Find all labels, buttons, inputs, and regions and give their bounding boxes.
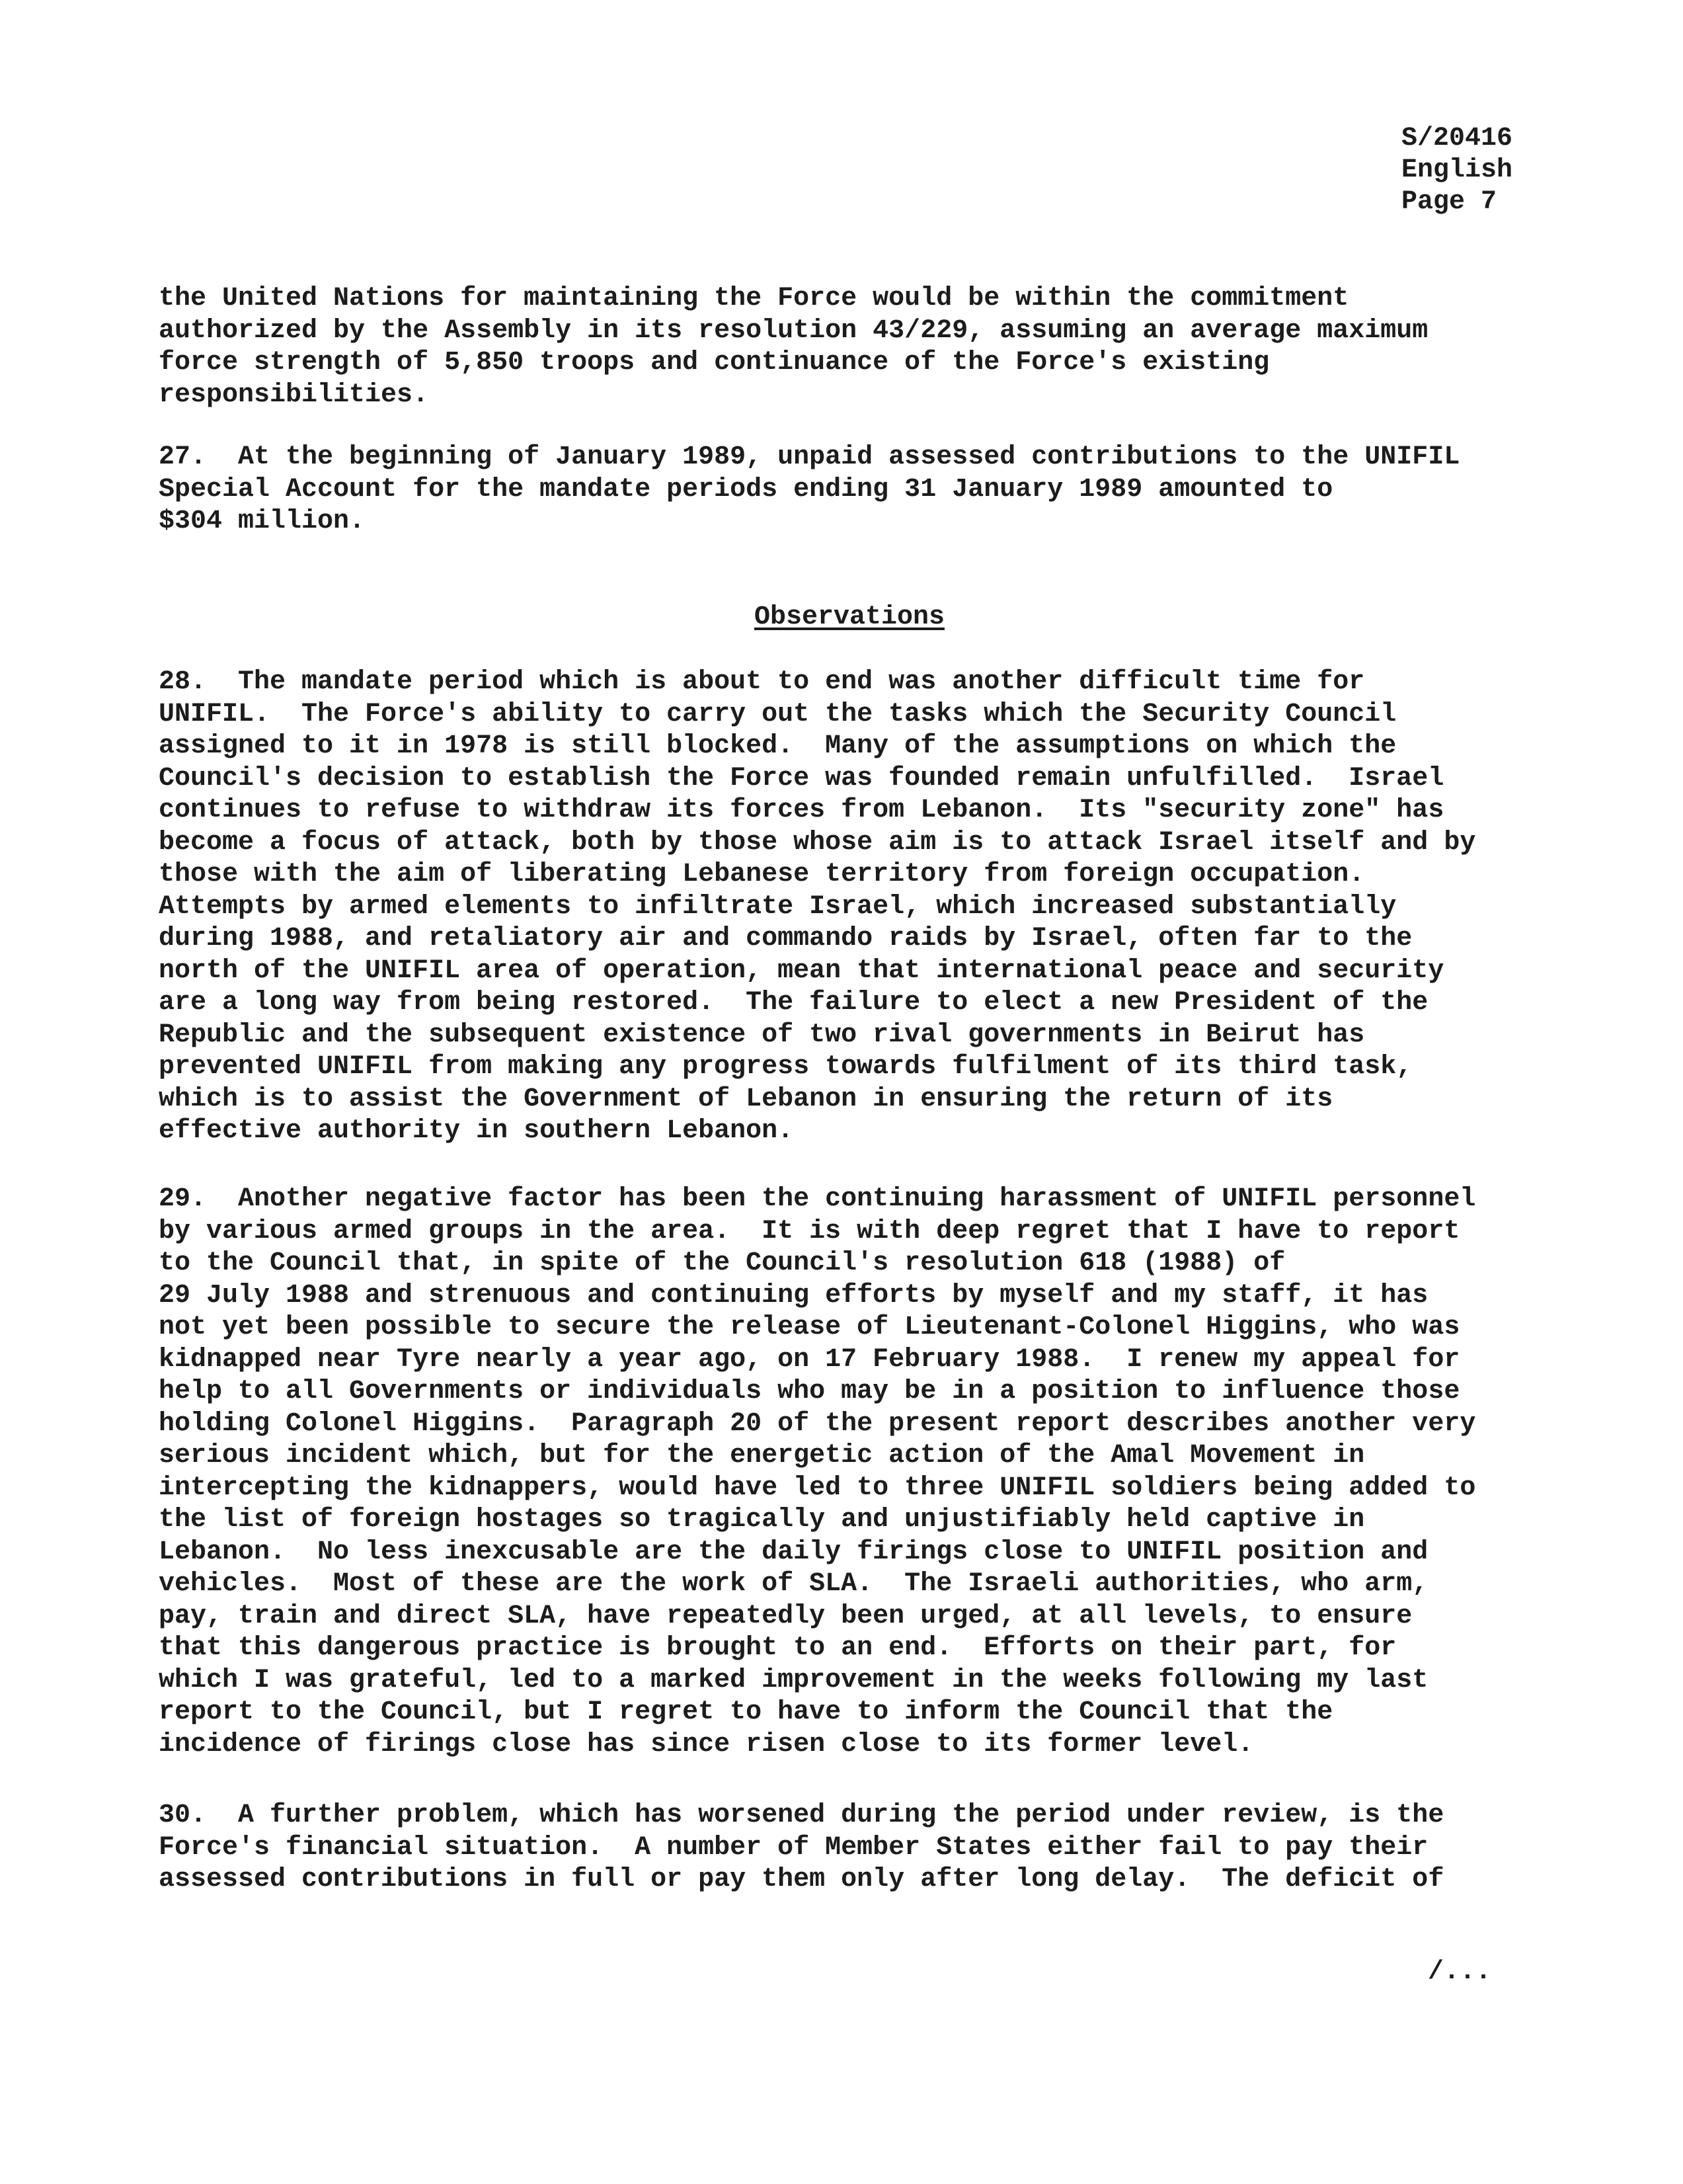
text-line: holding Colonel Higgins. Paragraph 20 of the present report describes another very (159, 1408, 1476, 1439)
document-header (1401, 123, 1512, 218)
text-line: during 1988, and retaliatory air and commando raids by Israel, often far to the (159, 924, 1413, 953)
text-line: authorized by the Assembly in its resolution 43/229, assuming an average maximum (159, 315, 1429, 346)
text-line: which I was grateful, led to a marked improvement in the weeks following my last (159, 1665, 1429, 1695)
text-line: 29. Another negative factor has been the continuing harassment of UNIFIL personnel (159, 1184, 1476, 1214)
text-line: Lebanon. No less inexcusable are the daily firings close to UNIFIL position and (159, 1537, 1429, 1567)
paragraph-30 (159, 1800, 1560, 1896)
text-line: Republic and the subsequent existence of two rival governments in Beirut has (159, 1020, 1365, 1050)
document-symbol: S/20416 (1401, 124, 1513, 153)
text-line: assigned to it in 1978 is still blocked. Many of the assumptions on which the (159, 731, 1397, 761)
text-line: the list of foreign hostages so tragically and unjustifiably held captive in (159, 1505, 1365, 1535)
paragraph-29 (159, 1184, 1560, 1761)
text-line: not yet been possible to secure the release of Lieutenant-Colonel Higgins, who was (159, 1313, 1460, 1342)
text-line: kidnapped near Tyre nearly a year ago, on 17 February 1988. I renew my appeal for (159, 1344, 1460, 1375)
text-line: which is to assist the Government of Lebanon in ensuring the return of its (159, 1084, 1333, 1114)
text-line: those with the aim of liberating Lebanese territory from foreign occupation. (159, 860, 1365, 889)
text-line: Special Account for the mandate periods ending 31 January 1989 amounted to (159, 474, 1333, 505)
paragraph-27 (159, 442, 1560, 538)
paragraph-28 (159, 667, 1560, 1148)
text-line: UNIFIL. The Force's ability to carry out the tasks which the Security Council (159, 699, 1397, 729)
text-line: prevented UNIFIL from making any progress towards fulfilment of its third task, (159, 1052, 1413, 1082)
text-line: to the Council that, in spite of the Council's resolution 618 (1988) of (159, 1248, 1286, 1278)
text-line: help to all Governments or individuals who may be in a position to influence those (159, 1377, 1460, 1406)
text-line: intercepting the kidnappers, would have led to three UNIFIL soldiers being added to (159, 1473, 1476, 1503)
text-line: incidence of firings close has since risen close to its former level. (159, 1729, 1254, 1759)
text-line: force strength of 5,850 troops and continuance of the Force's existing (159, 348, 1270, 378)
continuation-marker: /... (1428, 1957, 1492, 1987)
text-line: are a long way from being restored. The failure to elect a new President of the (159, 988, 1429, 1018)
page-number: Page 7 (1401, 187, 1497, 217)
document-language: English (1401, 155, 1513, 185)
section-heading-text: Observations (754, 602, 945, 632)
text-line: become a focus of attack, both by those whose aim is to attack Israel itself and by (159, 827, 1476, 858)
text-line: serious incident which, but for the energetic action of the Amal Movement in (159, 1441, 1365, 1471)
text-line: vehicles. Most of these are the work of SLA. The Israeli authorities, who arm, (159, 1569, 1429, 1599)
text-line: by various armed groups in the area. It is with deep regret that I have to report (159, 1216, 1460, 1246)
text-line: that this dangerous practice is brought to an end. Efforts on their part, for (159, 1633, 1397, 1663)
text-line: $304 million. (159, 506, 366, 536)
text-line: assessed contributions in full or pay them only after long delay. The deficit of (159, 1865, 1444, 1894)
text-line: 28. The mandate period which is about to end was another difficult time for (159, 667, 1365, 697)
text-line: continues to refuse to withdraw its forces from Lebanon. Its "security zone" has (159, 795, 1444, 825)
text-line: responsibilities. (159, 380, 429, 410)
text-line: 30. A further problem, which has worsened during the period under review, is the (159, 1800, 1444, 1830)
text-line: 29 July 1988 and strenuous and continuing efforts by myself and my staff, it has (159, 1280, 1429, 1311)
continuation-paragraph (159, 283, 1560, 411)
text-line: north of the UNIFIL area of operation, mean that international peace and security (159, 955, 1444, 986)
text-line: Council's decision to establish the Force was founded remain unfulfilled. Israel (159, 763, 1444, 793)
text-line: Force's financial situation. A number of Member States either fail to pay their (159, 1832, 1429, 1863)
text-line: 27. At the beginning of January 1989, unpaid assessed contributions to the UNIFIL (159, 442, 1460, 472)
text-line: pay, train and direct SLA, have repeatedly been urged, at all levels, to ensure (159, 1601, 1413, 1631)
section-heading (0, 602, 1683, 633)
text-line: the United Nations for maintaining the Force would be within the commitment (159, 284, 1349, 313)
text-line: effective authority in southern Lebanon. (159, 1116, 794, 1146)
text-line: report to the Council, but I regret to have to inform the Council that the (159, 1697, 1333, 1727)
text-line: Attempts by armed elements to infiltrate Israel, which increased substantially (159, 891, 1397, 922)
